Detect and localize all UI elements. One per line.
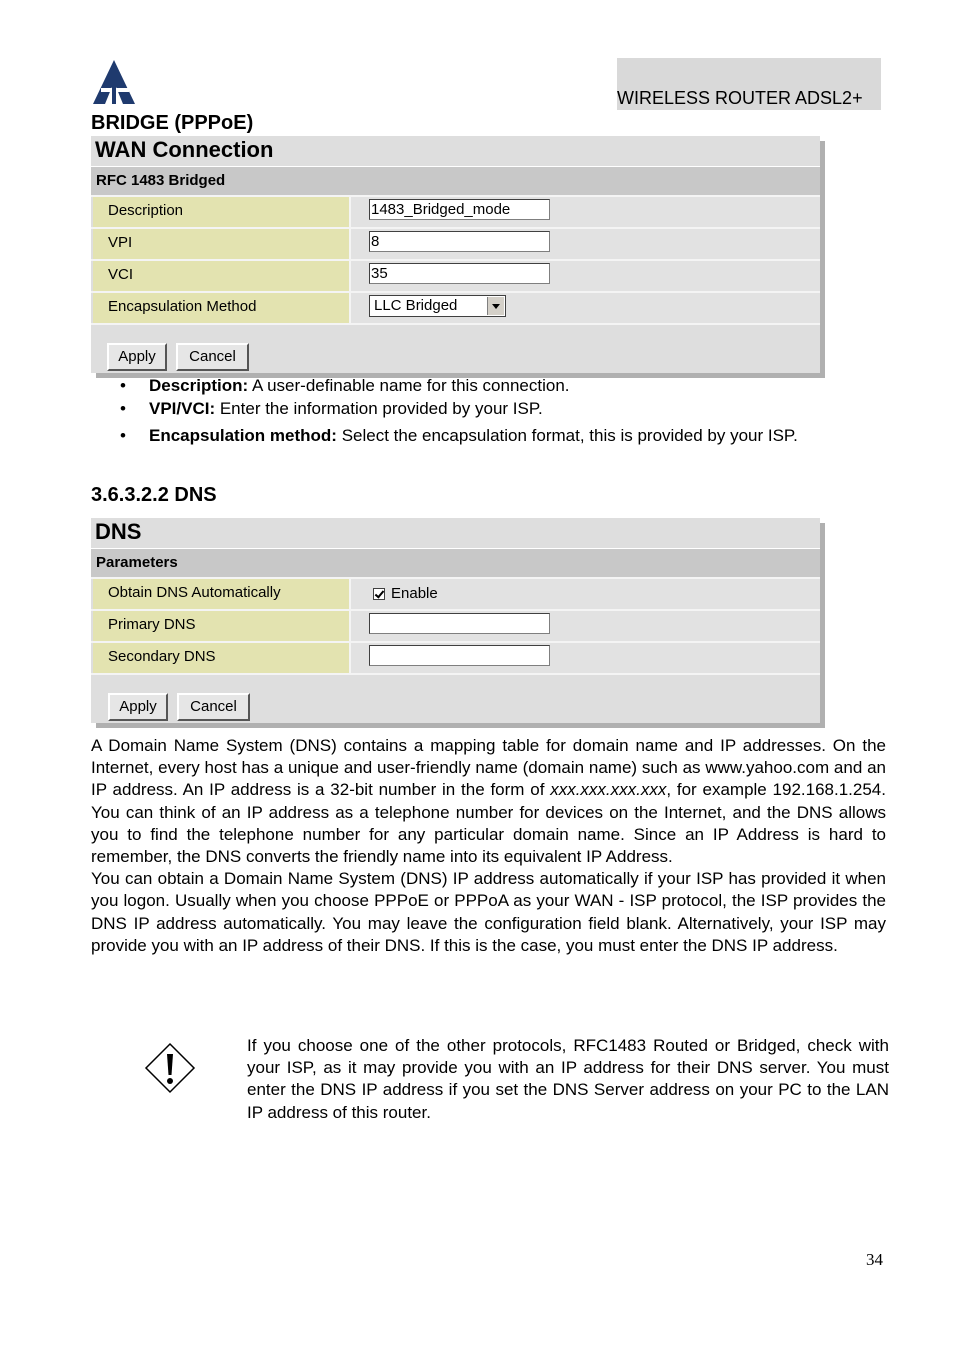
wan-cancel-button[interactable]: Cancel bbox=[176, 343, 249, 371]
list-item: • Encapsulation method: Select the encapsulation format, this is provided by your ISP. bbox=[91, 425, 886, 447]
description-input[interactable]: 1483_Bridged_mode bbox=[369, 199, 550, 220]
primary-dns-row bbox=[91, 609, 820, 641]
encapsulation-label: Encapsulation Method bbox=[93, 293, 349, 323]
vci-row bbox=[91, 259, 820, 291]
dns-cancel-button[interactable]: Cancel bbox=[177, 693, 250, 721]
chevron-down-icon[interactable] bbox=[487, 297, 504, 315]
dns-button-bar bbox=[91, 673, 820, 723]
vpi-input[interactable]: 8 bbox=[369, 231, 550, 252]
enable-checkbox-group[interactable] bbox=[373, 585, 438, 602]
enable-checkbox-label: Enable bbox=[391, 585, 438, 602]
wan-connection-panel bbox=[91, 136, 820, 373]
section-title: BRIDGE (PPPoE) bbox=[91, 112, 254, 134]
wan-button-bar bbox=[91, 323, 820, 373]
page-number: 34 bbox=[866, 1250, 883, 1269]
encapsulation-row bbox=[91, 291, 820, 323]
vpi-row bbox=[91, 227, 820, 259]
encapsulation-select[interactable] bbox=[369, 295, 506, 317]
dns-apply-button[interactable]: Apply bbox=[108, 693, 168, 721]
obtain-dns-row bbox=[91, 577, 820, 609]
paragraph: You can obtain a Domain Name System (DNS) IP address automatically if your ISP has provided it when you logon. Usually when you choose PPPoE or PPPoA as your WAN - ISP protocol, the ISP provides the DNS IP address automatically. You may leave the configuration field blank. Alternatively, your ISP may provide you with an IP address of their DNS. If this is the case, you must enter the DNS IP address. bbox=[91, 869, 886, 955]
enable-checkbox[interactable] bbox=[373, 588, 385, 600]
vci-label: VCI bbox=[93, 261, 349, 291]
secondary-dns-row bbox=[91, 641, 820, 673]
paragraph: A Domain Name System (DNS) contains a mapping table for domain name and IP addresses. On the Internet, every host has a unique and user-friendly name (domain name) such as www.yahoo.com and an IP address. An IP address is a 32-bit number in the form of xxx.xxx.xxx.xxx, for example 192.168.1.254. You can think of an IP address as a telephone number for devices on the Internet, and the DNS allows you to find the telephone number for any particular domain name. Since an IP Address is hard to remember, the DNS converts the friendly name into its equivalent IP Address. bbox=[91, 736, 886, 867]
header-product-name: WIRELESS ROUTER ADSL2+ bbox=[617, 88, 863, 108]
dns-explanation bbox=[91, 735, 886, 957]
list-item: • VPI/VCI: Enter the information provided by your ISP. bbox=[91, 398, 886, 420]
dns-section-title: 3.6.3.2.2 DNS bbox=[91, 484, 217, 506]
dns-panel-title: DNS bbox=[91, 518, 820, 548]
secondary-dns-input[interactable] bbox=[369, 645, 550, 666]
encapsulation-selected-value: LLC Bridged bbox=[374, 297, 458, 314]
primary-dns-input[interactable] bbox=[369, 613, 550, 634]
field-descriptions-list bbox=[91, 375, 886, 447]
list-item: • Description: A user-definable name for this connection. bbox=[91, 375, 886, 397]
secondary-dns-label: Secondary DNS bbox=[93, 643, 349, 673]
dns-panel bbox=[91, 518, 820, 723]
obtain-dns-label: Obtain DNS Automatically bbox=[93, 579, 349, 609]
warning-icon bbox=[144, 1042, 196, 1094]
vpi-label: VPI bbox=[93, 229, 349, 259]
vci-input[interactable]: 35 bbox=[369, 263, 550, 284]
dns-panel-subheader: Parameters bbox=[91, 548, 820, 577]
description-row bbox=[91, 195, 820, 227]
description-label: Description bbox=[93, 197, 349, 227]
primary-dns-label: Primary DNS bbox=[93, 611, 349, 641]
wan-apply-button[interactable]: Apply bbox=[107, 343, 167, 371]
wan-panel-subheader: RFC 1483 Bridged bbox=[91, 166, 820, 195]
company-logo-icon bbox=[91, 58, 137, 106]
wan-panel-title: WAN Connection bbox=[91, 136, 820, 166]
note-text: If you choose one of the other protocols, RFC1483 Routed or Bridged, check with your ISP, as it may provide you with an IP address for their DNS server. You must enter the DNS IP address if you set the DNS Server address on your PC to the LAN IP address of this router. bbox=[247, 1036, 889, 1122]
